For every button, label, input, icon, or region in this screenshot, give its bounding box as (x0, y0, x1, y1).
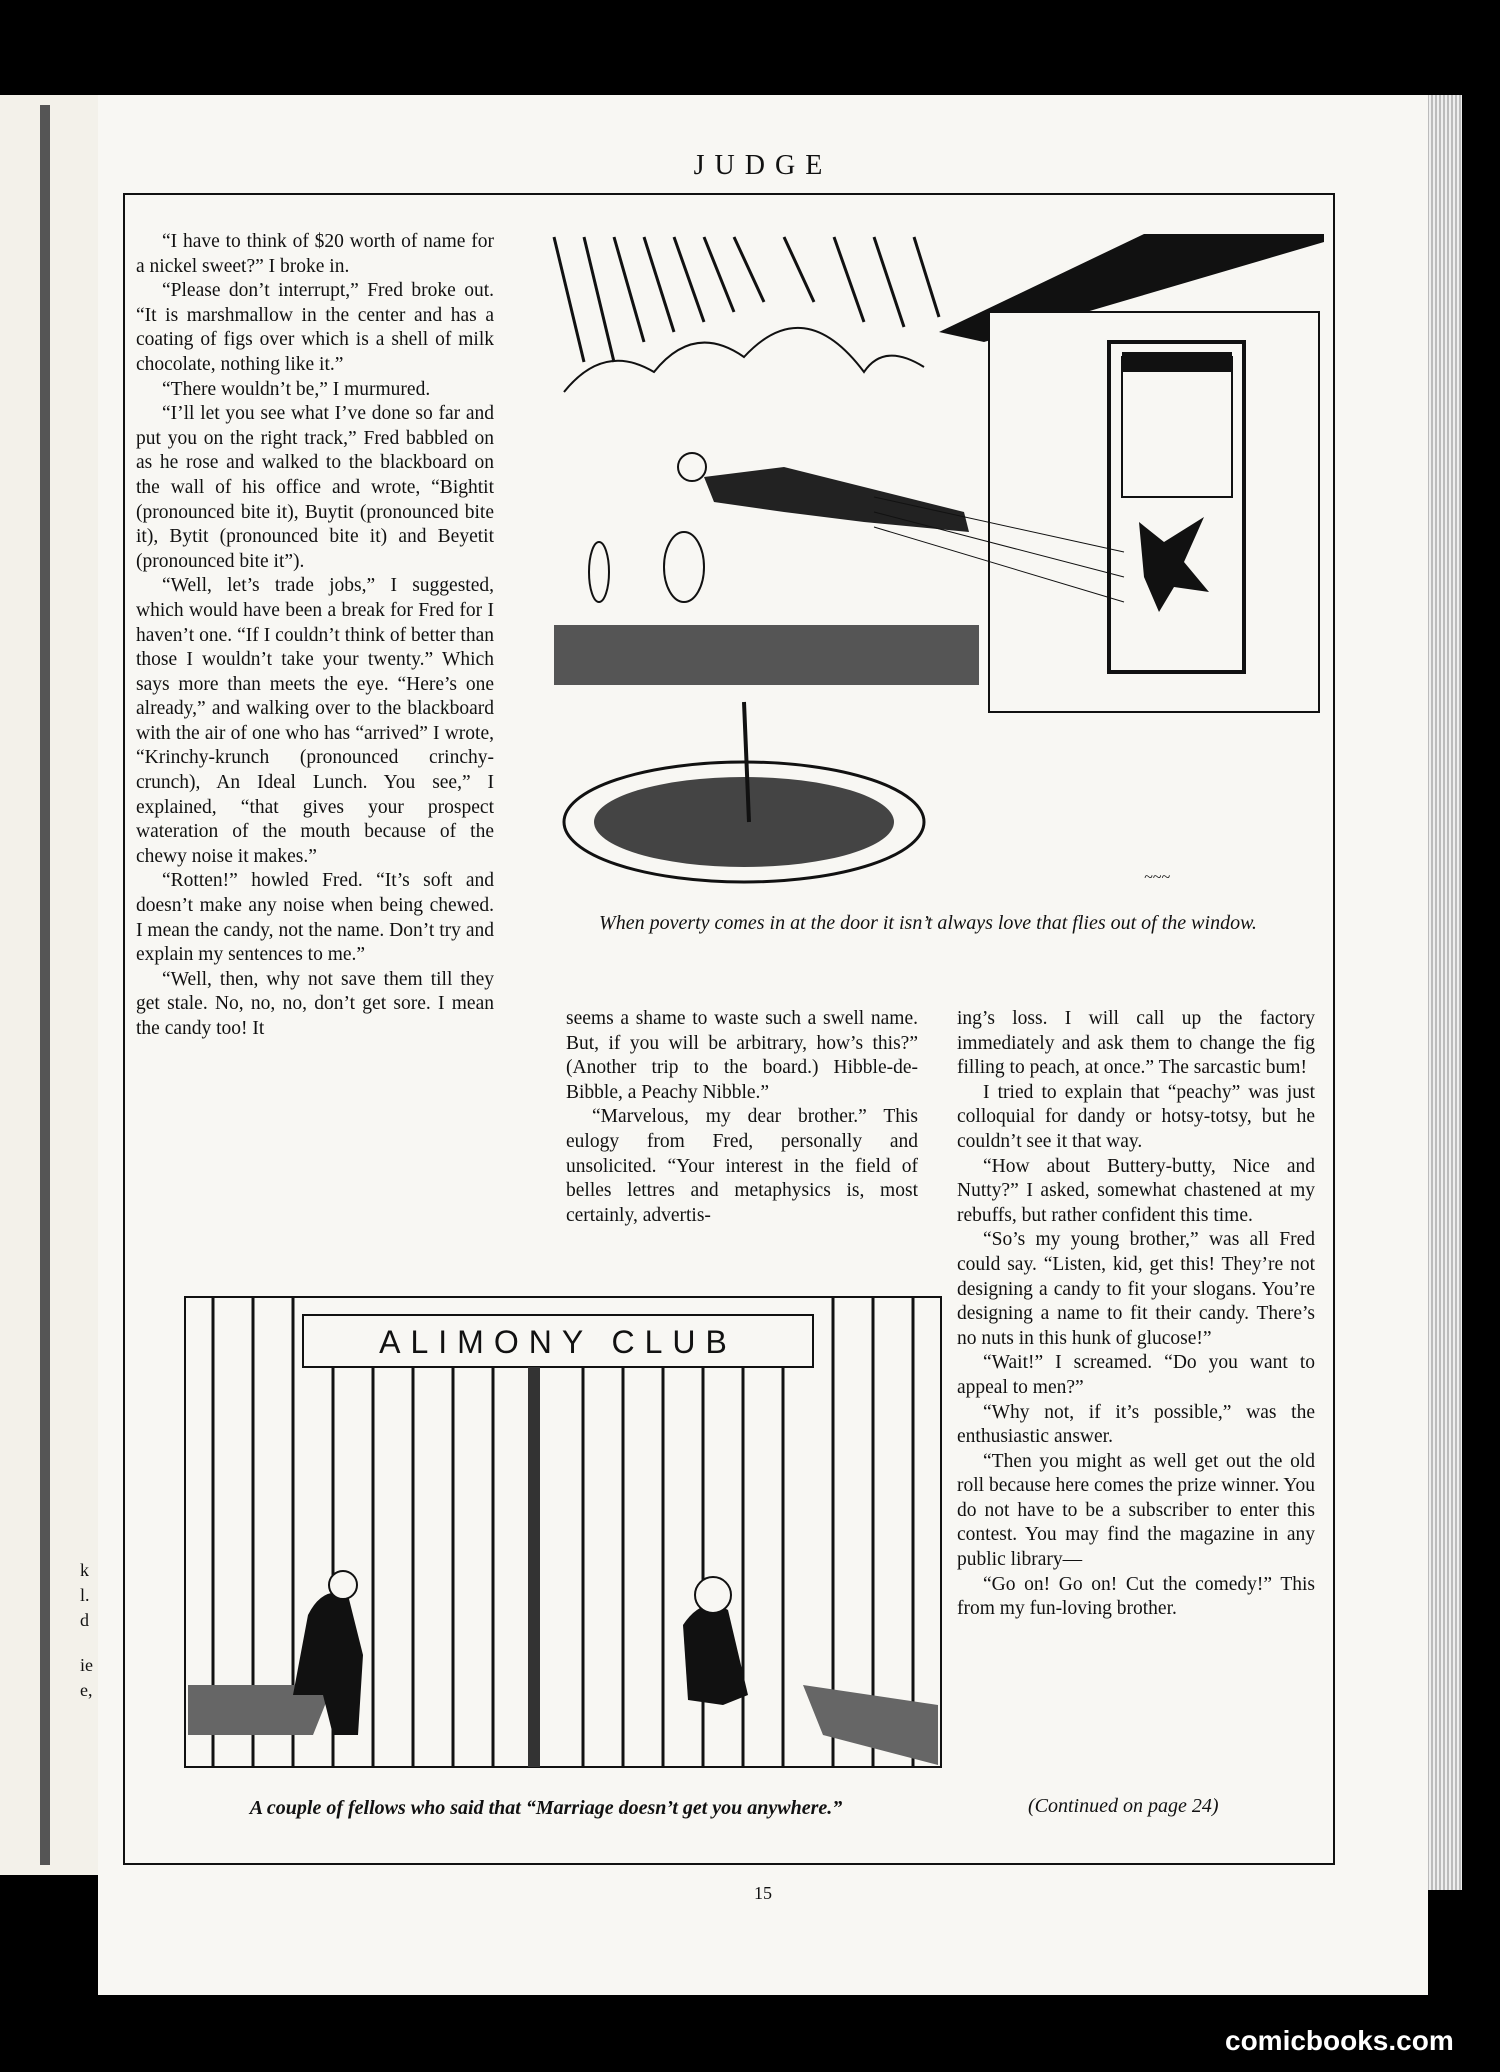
magazine-page (98, 95, 1428, 1995)
paragraph: “I have to think of $20 worth of name for a nickel sweet?” I broke in. (136, 231, 494, 277)
paragraph: seems a shame to waste such a swell name. But, if you will be arbitrary, how’s this?” (Another trip to the board.) Hibble-de-Bibble, a Peachy Nibble.” (566, 1008, 918, 1103)
prev-page-fragment: l. (80, 1585, 90, 1605)
paragraph: “Go on! Go on! Cut the comedy!” This from my fun-loving brother. (957, 1573, 1315, 1620)
paragraph: “There wouldn’t be,” I murmured. (162, 378, 431, 400)
page-number: 15 (754, 1883, 772, 1903)
cartoon-window-drawing (544, 232, 1324, 904)
paragraph: “Well, then, why not save them till they get stale. No, no, no, don’t get sore. I mean the candy too! It (136, 968, 494, 1039)
paragraph: “Wait!” I screamed. “Do you want to appeal to men?” (957, 1352, 1315, 1398)
watermark: comicbooks.com (1225, 2025, 1454, 2056)
alimony-club-sign: ALIMONY CLUB (379, 1324, 737, 1360)
running-head: JUDGE (693, 150, 833, 181)
paragraph: “Why not, if it’s possible,” was the enthusiastic answer. (957, 1401, 1315, 1448)
cartoon-alimony-club-illustration (183, 1295, 945, 1773)
page-binding-shadow (40, 105, 50, 1865)
paragraph: ing’s loss. I will call up the factory immediately and ask them to change the fig filling to peach, at once.” The sarcastic bum! (957, 1008, 1315, 1079)
paragraph: “Please don’t interrupt,” Fred broke out. “It is marshmallow in the center and has a coating of figs over which is a shell of milk chocolate, nothing like it.” (136, 280, 494, 375)
cartoon-caption-1: When poverty comes in at the door it isn’t always love that flies out of the window. (599, 912, 1257, 934)
paragraph: “Well, let’s trade jobs,” I suggested, which would have been a break for Fred for I haven’t one. “If I couldn’t think of better than those I wouldn’t take your twenty.” Which says more than meets the eye. “Here’s one already,” and walking over to the blackboard with the air of one who has “arrived” I wrote, “Krinchy-krunch (pronounced crinchy-crunch), An Ideal Lunch. You see,” I explained, “that gives your prospect wateration of the mouth because of the chewy noise it makes.” (136, 575, 494, 867)
text-column-3 (957, 1007, 1315, 1622)
continued-note: (Continued on page 24) (1028, 1795, 1219, 1817)
cartoon-jail-drawing (183, 1295, 945, 1773)
text-column-1 (136, 230, 494, 1042)
paragraph: I tried to explain that “peachy” was just colloquial for dandy or hotsy-totsy, but he couldn’t see it that way. (957, 1081, 1315, 1152)
paragraph: “How about Buttery-butty, Nice and Nutty?” I asked, somewhat chastened at my rebuffs, but rather confident this time. (957, 1155, 1315, 1226)
prev-page-fragment: ie (80, 1655, 93, 1675)
previous-page-edge (0, 95, 101, 1875)
book-page-stack-edge (1427, 95, 1462, 1890)
prev-page-fragment: k (80, 1560, 89, 1580)
paragraph: “Marvelous, my dear brother.” This eulogy from Fred, personally and unsolicited. “Your interest in the field of belles lettres and metaphysics is, most certainly, advertis- (566, 1106, 918, 1226)
paragraph: “Rotten!” howled Fred. “It’s soft and doesn’t make any noise when being chewed. I mean the candy, not the name. Don’t try and explain my sentences to me.” (136, 870, 494, 966)
paragraph: “Then you might as well get out the old roll because here comes the prize winner. You do not have to be a subscriber to enter this contest. You may find the magazine in any public library— (957, 1450, 1315, 1571)
text-column-2 (566, 1007, 918, 1228)
cartoon-window-illustration (544, 232, 1324, 904)
paragraph: “I’ll let you see what I’ve done so far and put you on the right track,” Fred babbled on as he rose and walked to the blackboard on the wall of his office and wrote, “Bightit (pronounced bite it), Buytit (pronounced bite it), Bytit (pronounced bite it) and Beyetit (pronounced bite it”). (136, 403, 494, 572)
artist-signature: ~~~ (1144, 869, 1170, 886)
prev-page-fragment: d (80, 1610, 89, 1630)
cartoon-caption-2: A couple of fellows who said that “Marriage doesn’t get you anywhere.” (249, 1797, 843, 1819)
prev-page-fragment: e, (80, 1680, 93, 1700)
paragraph: “So’s my young brother,” was all Fred could say. “Listen, kid, get this! They’re not designing a candy to fit your slogans. You’re designing a name to fit their candy. There’s no nuts in this hunk of glucose!” (957, 1229, 1315, 1349)
